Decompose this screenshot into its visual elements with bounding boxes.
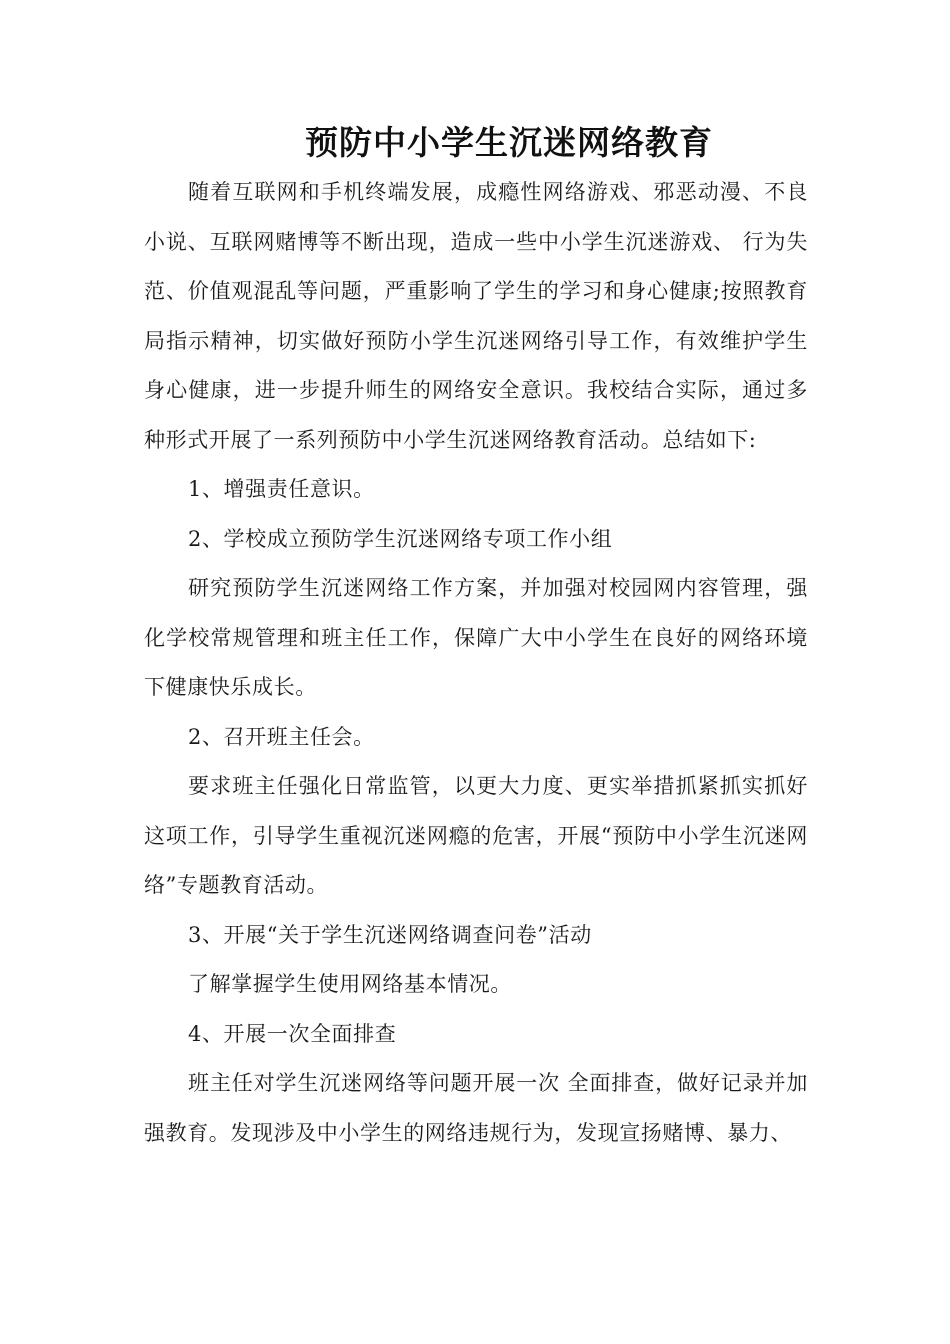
section-heading-1: 1、增强责任意识。 [188, 477, 375, 501]
section-heading-3: 2、召开班主任会。 [188, 724, 375, 749]
paragraph-inspection: 班主任对学生沉迷网络等问题开展一次 全面排查，做好记录并加强教育。发现涉及中小学生的网络违规行为，发现宣扬赌博、暴力、 [144, 1071, 808, 1145]
paragraph-survey: 了解掌握学生使用网络基本情况。 [188, 972, 512, 996]
paragraph-intro: 随着互联网和手机终端发展，成瘾性网络游戏、邪恶动漫、不良小说、互联网赌博等不断出现，造成一些中小学生沉迷游戏、 行为失范、价值观混乱等问题，严重影响了学生的学习和身心健康;按照教育局指示精神，切实做好预防小学生沉迷网络引导工作，有效维护学生身心健康，进一步提升师生的网络安全意识。我校结合实际，通过多种形式开展了一系列预防中小学生沉迷网络教育活动。总结如下: [144, 180, 808, 452]
document-title: 预防中小学生沉迷网络教育 [305, 123, 713, 162]
section-heading-5: 4、开展一次全面排查 [188, 1021, 397, 1046]
section-heading-2: 2、学校成立预防学生沉迷网络专项工作小组 [188, 526, 613, 551]
paragraph-working-group: 研究预防学生沉迷网络工作方案，并加强对校园网内容管理，强化学校常规管理和班主任工作，保障广大中小学生在良好的网络环境下健康快乐成长。 [144, 576, 808, 699]
paragraph-teacher-meeting: 要求班主任强化日常监管，以更大力度、更实举措抓紧抓实抓好这项工作，引导学生重视沉迷网瘾的危害，开展“预防中小学生沉迷网络”专题教育活动。 [144, 774, 808, 897]
document-body [144, 168, 808, 1158]
section-heading-4: 3、开展“关于学生沉迷网络调查问卷”活动 [188, 922, 592, 947]
